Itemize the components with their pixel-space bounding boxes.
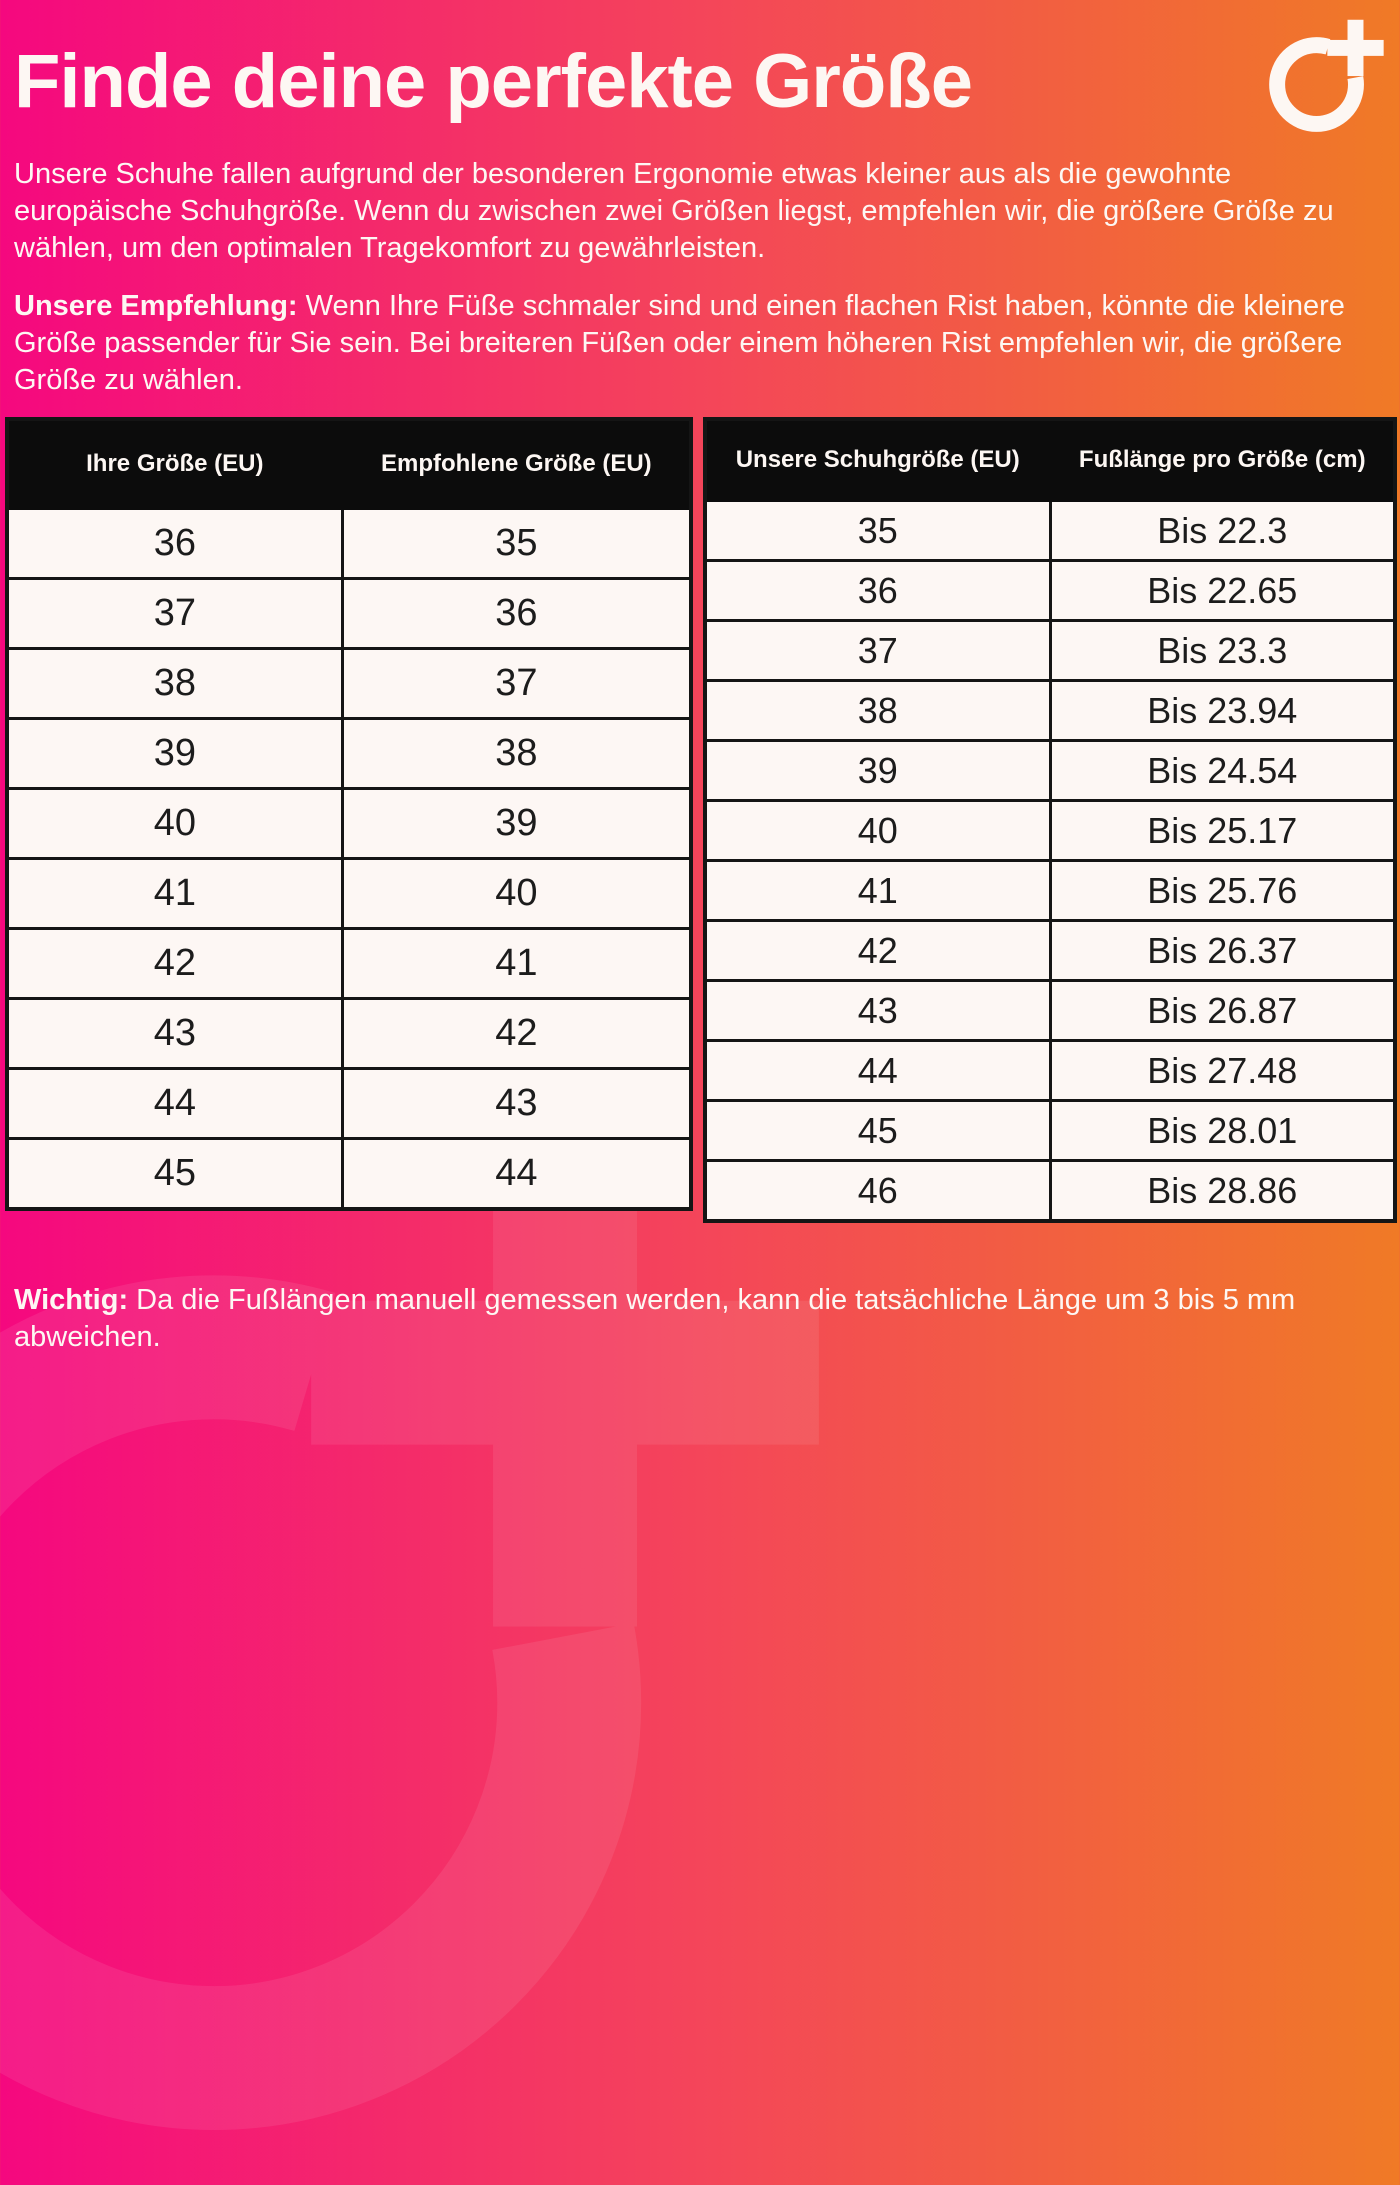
column-header: Empfohlene Größe (EU) (342, 419, 691, 509)
table-cell: 46 (705, 1161, 1050, 1222)
table-cell: 41 (342, 929, 691, 999)
table-cell: Bis 27.48 (1050, 1041, 1395, 1101)
table-row (705, 561, 1395, 621)
table-cell: 38 (7, 649, 342, 719)
table-row (7, 509, 691, 579)
table-cell: Bis 22.65 (1050, 561, 1395, 621)
table-row (7, 1139, 691, 1210)
table-row (705, 921, 1395, 981)
table-header-row (705, 419, 1395, 501)
table-cell: 45 (7, 1139, 342, 1210)
table-cell: 37 (342, 649, 691, 719)
table-cell: 44 (342, 1139, 691, 1210)
brand-watermark-icon (0, 1085, 840, 2185)
table-cell: 35 (342, 509, 691, 579)
table-cell: 42 (7, 929, 342, 999)
recommendation-text (14, 288, 1396, 398)
table-cell: 38 (705, 681, 1050, 741)
table-cell: 39 (342, 789, 691, 859)
table-cell: 35 (705, 501, 1050, 561)
note-label: Wichtig: (14, 1284, 129, 1316)
table-cell: 36 (342, 579, 691, 649)
size-conversion-table (5, 417, 693, 1211)
table-row (7, 999, 691, 1069)
table-cell: 42 (342, 999, 691, 1069)
table-row (705, 741, 1395, 801)
table-row (7, 719, 691, 789)
table-cell: Bis 23.3 (1050, 621, 1395, 681)
table-row (705, 801, 1395, 861)
table-cell: Bis 26.87 (1050, 981, 1395, 1041)
table-row (705, 621, 1395, 681)
table-cell: 41 (705, 861, 1050, 921)
table-cell: 43 (342, 1069, 691, 1139)
table-cell: 43 (705, 981, 1050, 1041)
table-row (7, 929, 691, 999)
table-row (705, 1101, 1395, 1161)
table-cell: 38 (342, 719, 691, 789)
table-row (7, 859, 691, 929)
table-cell: 40 (705, 801, 1050, 861)
recommendation-label: Unsere Empfehlung: (14, 290, 298, 322)
table-cell: Bis 26.37 (1050, 921, 1395, 981)
table-cell: 36 (7, 509, 342, 579)
table-cell: Bis 25.17 (1050, 801, 1395, 861)
column-header: Fußlänge pro Größe (cm) (1050, 419, 1395, 501)
column-header: Unsere Schuhgröße (EU) (705, 419, 1050, 501)
table-cell: Bis 23.94 (1050, 681, 1395, 741)
recommendation-body: Wenn Ihre Füße schmaler sind und einen flachen Rist haben, könnte die kleinere Größe passender für Sie sein. Bei breiteren Füßen oder einem höheren Rist empfehlen wir, die größere Größe zu wählen. (14, 290, 1345, 396)
table-row (7, 649, 691, 719)
brand-logo-icon (1264, 16, 1386, 138)
table-cell: 45 (705, 1101, 1050, 1161)
table-row (705, 501, 1395, 561)
size-tables (5, 417, 1397, 1223)
important-note (14, 1282, 1374, 1356)
table-cell: 40 (7, 789, 342, 859)
table-cell: 37 (705, 621, 1050, 681)
table-cell: Bis 28.86 (1050, 1161, 1395, 1222)
table-row (705, 861, 1395, 921)
table-cell: 39 (705, 741, 1050, 801)
table-cell: 36 (705, 561, 1050, 621)
intro-text: Unsere Schuhe fallen aufgrund der besonderen Ergonomie etwas kleiner aus als die gewohnte europäische Schuhgröße. Wenn du zwischen zwei Größen liegst, empfehlen wir, die größere Größe zu wählen, um den optimalen Tragekomfort zu gewährleisten. (14, 158, 1334, 264)
table-cell: 43 (7, 999, 342, 1069)
note-body: Da die Fußlängen manuell gemessen werden, kann die tatsächliche Länge um 3 bis 5 mm abweichen. (14, 1284, 1296, 1353)
column-header: Ihre Größe (EU) (7, 419, 342, 509)
table-cell: 39 (7, 719, 342, 789)
table-cell: 44 (7, 1069, 342, 1139)
table-row (705, 681, 1395, 741)
table-row (7, 1069, 691, 1139)
page-title: Finde deine perfekte Größe (14, 39, 972, 124)
foot-length-table (703, 417, 1397, 1223)
table-row (7, 579, 691, 649)
table-cell: Bis 28.01 (1050, 1101, 1395, 1161)
table-cell: Bis 25.76 (1050, 861, 1395, 921)
table-row (705, 1161, 1395, 1222)
table-cell: Bis 22.3 (1050, 501, 1395, 561)
table-cell: Bis 24.54 (1050, 741, 1395, 801)
table-header-row (7, 419, 691, 509)
table-cell: 44 (705, 1041, 1050, 1101)
table-row (705, 1041, 1395, 1101)
table-row (705, 981, 1395, 1041)
table-cell: 41 (7, 859, 342, 929)
table-cell: 37 (7, 579, 342, 649)
table-row (7, 789, 691, 859)
table-cell: 40 (342, 859, 691, 929)
table-cell: 42 (705, 921, 1050, 981)
